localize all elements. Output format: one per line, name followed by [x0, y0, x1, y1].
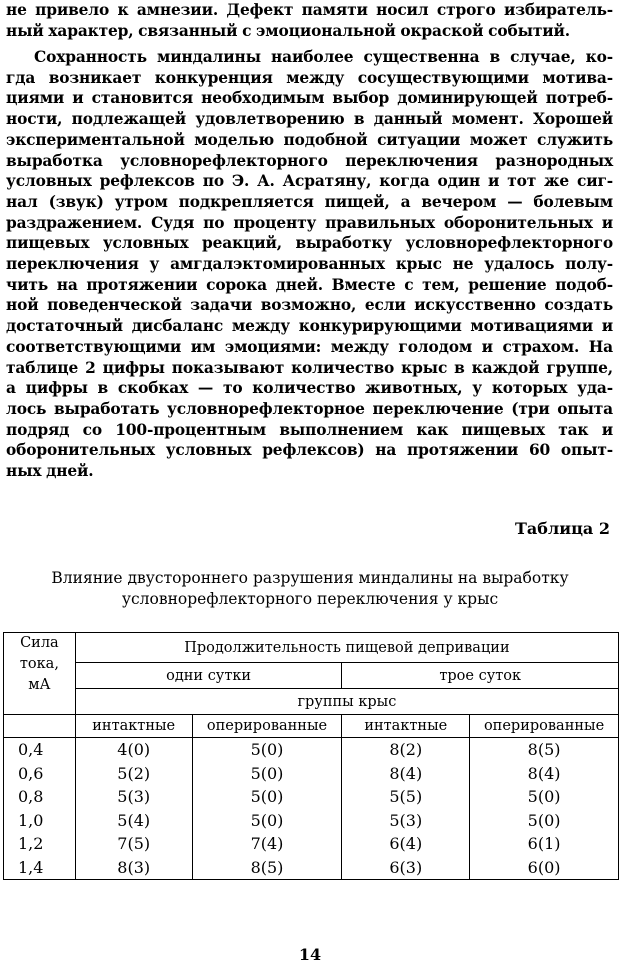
period-header: одни сутки	[75, 663, 342, 689]
text-line: таблице 2 цифры показывают количество крыс в каждой группе,	[6, 358, 613, 377]
table-caption	[0, 568, 620, 610]
table-cell: 6(3)	[389, 857, 423, 877]
current-column	[4, 738, 76, 880]
data-column	[192, 738, 342, 880]
text-line: нал (звук) утром подкрепляется пищей, а вечером — болевым	[6, 192, 613, 211]
table-cell: 8(4)	[527, 763, 561, 783]
table-cell: 5(0)	[527, 787, 561, 806]
text-line: соответствующими им эмоциями: между голодом и страхом. На	[6, 337, 613, 356]
column-header: интактные	[75, 715, 192, 738]
table-cell: 0,8	[18, 787, 44, 806]
text-line: лось выработать условнорефлекторное переключение (три опыта	[6, 399, 613, 418]
table-cell: 0,4	[18, 740, 44, 759]
table-header-row	[4, 689, 619, 715]
table-cell: 5(2)	[117, 763, 151, 783]
table-cell: 5(0)	[250, 787, 284, 806]
text-line: Сохранность миндалины наиболее существенна в случае, ко-	[34, 48, 613, 66]
text-line: выработка условнорефлекторного переключения разнородных	[6, 151, 613, 170]
table-cell: 6(4)	[389, 834, 423, 853]
table-header-row	[4, 663, 619, 689]
text-line: чить на протяжении сорока дней. Вместе с тем, решение подоб-	[6, 275, 613, 294]
table-label: Таблица 2	[515, 519, 610, 538]
table-cell: 5(3)	[389, 810, 423, 830]
text-line: ности, подлежащей удовлетворению в данный момент. Хорошей	[6, 110, 613, 129]
caption-line-2: условнорефлекторного переключения у крыс	[121, 590, 499, 608]
page-number: 14	[298, 945, 322, 964]
text-line: экспериментальной моделью подобной ситуации может служить	[6, 130, 613, 149]
table-header-row	[4, 715, 619, 738]
table-cell: 6(0)	[527, 857, 561, 877]
table-cell: 5(5)	[389, 787, 423, 806]
text-line: ный характер, связанный с эмоциональной окраской событий.	[6, 21, 570, 40]
table-cell: 0,6	[18, 763, 44, 783]
paragraph-1	[6, 0, 613, 41]
table-cell: 8(2)	[389, 740, 423, 759]
text-line: гда возникает конкуренция между сосуществующими мотива-	[6, 68, 613, 87]
table-cell: 8(4)	[389, 763, 423, 783]
table-cell: 7(5)	[117, 834, 151, 853]
table-cell: 6(1)	[527, 834, 561, 853]
table-cell: 5(0)	[250, 740, 284, 759]
table-header-row	[4, 633, 619, 663]
table-cell: 5(3)	[117, 787, 151, 806]
paragraph-2	[6, 47, 613, 482]
text-line: не привело к амнезии. Дефект памяти носил строго избиратель-	[6, 1, 613, 19]
column-header: оперированные	[470, 715, 619, 738]
results-table	[3, 632, 619, 880]
text-line: ной поведенческой задачи возможно, если искусственно создать	[6, 296, 613, 315]
groups-header: группы крыс	[75, 689, 618, 715]
table-cell: 4(0)	[117, 740, 151, 759]
table-cell: 8(5)	[527, 740, 561, 759]
current-header: Сила тока, мА	[4, 633, 76, 715]
data-column	[342, 738, 470, 880]
text-line: переключения у амгдалэктомированных крыс не удалось полу-	[6, 255, 613, 274]
data-column	[75, 738, 192, 880]
deprivation-header: Продолжительность пищевой депривации	[75, 633, 618, 663]
text-line: подряд со 100-процентным выполнением как пищевых так и	[6, 420, 613, 439]
table-cell: 5(0)	[527, 810, 561, 830]
table-cell: 5(0)	[250, 810, 284, 830]
text-line: ных дней.	[6, 462, 94, 481]
table-cell: 7(4)	[250, 834, 284, 853]
table-cell: 8(5)	[250, 857, 284, 877]
table-cell: 5(0)	[250, 763, 284, 783]
caption-line-1: Влияние двустороннего разрушения миндалины на выработку	[51, 569, 569, 587]
text-line: оборонительных условных рефлексов) на протяжении 60 опыт-	[6, 441, 613, 460]
table-body-row	[4, 738, 619, 880]
table-cell: 1,4	[18, 857, 44, 877]
table-cell: 5(4)	[117, 810, 151, 830]
text-line: пищевых условных реакций, выработку условнорефлекторного	[6, 234, 613, 253]
period-header: трое суток	[342, 663, 619, 689]
text-line: а цифры в скобках — то количество животных, у которых уда-	[6, 379, 613, 398]
text-line: условных рефлексов по Э. А. Асратяну, когда один и тот же сиг-	[6, 172, 613, 191]
column-header: оперированные	[192, 715, 342, 738]
data-column	[470, 738, 619, 880]
column-header: интактные	[342, 715, 470, 738]
text-line: циями и становится необходимым выбор доминирующей потреб-	[6, 89, 613, 108]
table-cell: 1,2	[18, 834, 44, 853]
corner-cell	[4, 715, 76, 738]
table-cell: 8(3)	[117, 857, 151, 877]
text-line: раздражением. Судя по проценту правильных оборонительных и	[6, 213, 613, 232]
table-cell: 1,0	[18, 810, 44, 830]
text-line: достаточный дисбаланс между конкурирующими мотивациями и	[6, 317, 613, 336]
